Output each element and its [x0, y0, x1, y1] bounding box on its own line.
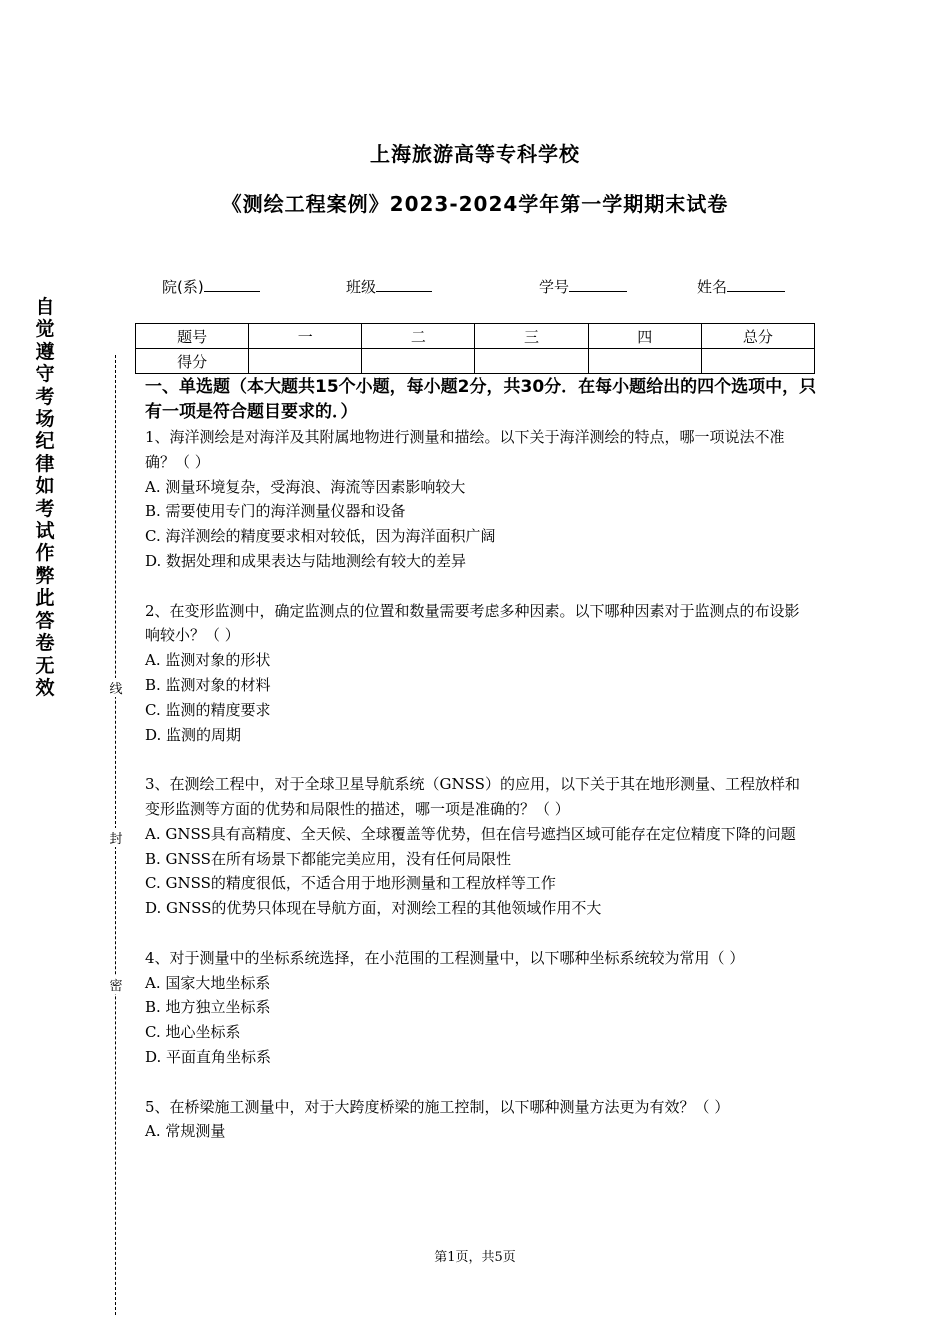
seal-mark-seal: 封 [107, 828, 125, 847]
score-table-header-row [136, 324, 815, 349]
option-d: D. GNSS的优势只体现在导航方面，对测绘工程的其他领域作用不大 [145, 899, 602, 918]
option-a: A. 监测对象的形状 [145, 651, 271, 670]
question-stem: 2、在变形监测中，确定监测点的位置和数量需要考虑多种因素。以下哪种因素对于监测点的布设影响较小？（ ） [145, 601, 800, 645]
option-d: D. 数据处理和成果表达与陆地测绘有较大的差异 [145, 551, 467, 570]
section-heading: 一、单选题（本大题共15个小题，每小题2分，共30分．在每小题给出的四个选项中，只有一项是符合题目要求的．） [145, 377, 817, 422]
option-d: D. 平面直角坐标系 [145, 1047, 272, 1066]
question-stem: 4、对于测量中的坐标系统选择，在小范围的工程测量中，以下哪种坐标系统较为常用（ ） [145, 948, 745, 967]
question-5 [145, 1095, 813, 1145]
score-cell: 二 [362, 324, 475, 349]
student-id-field [539, 276, 627, 297]
score-cell: 一 [249, 324, 362, 349]
name-blank [727, 277, 785, 292]
dept-label: 院(系) [162, 278, 204, 296]
option-b: B. GNSS在所有场景下都能完美应用，没有任何局限性 [145, 849, 511, 868]
option-a: A. 常规测量 [145, 1122, 226, 1141]
score-cell [249, 349, 362, 374]
option-d: D. 监测的周期 [145, 725, 242, 744]
option-a: A. 国家大地坐标系 [145, 973, 271, 992]
class-label: 班级 [346, 278, 377, 296]
option-a: A. GNSS具有高精度、全天候、全球覆盖等优势，但在信号遮挡区域可能存在定位精度下降的问题 [145, 824, 796, 843]
score-cell [588, 349, 701, 374]
score-cell: 四 [588, 324, 701, 349]
question-1 [145, 425, 813, 574]
name-field [697, 276, 785, 297]
page-footer: 第1页，共5页 [434, 1250, 516, 1265]
question-stem: 3、在测绘工程中，对于全球卫星导航系统（GNSS）的应用，以下关于其在地形测量、工程放样和变形监测等方面的优势和局限性的描述，哪一项是准确的？（ ） [145, 775, 800, 818]
side-notice: 自觉遵守考场纪律如考试作弊此答卷无效 [35, 296, 55, 699]
option-c: C. 地心坐标系 [145, 1023, 241, 1042]
option-c: C. 海洋测绘的精度要求相对较低，因为海洋面积广阔 [145, 527, 496, 546]
option-c: C. GNSS的精度很低，不适合用于地形测量和工程放样等工作 [145, 874, 556, 893]
option-b: B. 地方独立坐标系 [145, 998, 271, 1017]
class-field [346, 276, 432, 297]
student-id-label: 学号 [539, 278, 570, 296]
score-cell: 题号 [136, 324, 249, 349]
score-table [135, 323, 815, 374]
dept-blank [204, 277, 260, 292]
question-list [145, 425, 813, 1169]
seal-mark-secret: 密 [107, 975, 125, 994]
exam-title: 《测绘工程案例》2023-2024学年第一学期期末试卷 [221, 192, 729, 216]
question-stem: 5、在桥梁施工测量中，对于大跨度桥梁的施工控制，以下哪种测量方法更为有效？（ ） [145, 1097, 730, 1116]
score-cell [362, 349, 475, 374]
score-cell: 三 [475, 324, 588, 349]
score-cell: 总分 [701, 324, 814, 349]
question-stem: 1、海洋测绘是对海洋及其附属地物进行测量和描绘。以下关于海洋测绘的特点，哪一项说法不准确？（ ） [145, 428, 785, 471]
option-b: B. 监测对象的材料 [145, 675, 271, 694]
option-a: A. 测量环境复杂，受海浪、海流等因素影响较大 [145, 477, 466, 496]
question-2 [145, 599, 813, 748]
question-4 [145, 946, 813, 1070]
score-cell: 得分 [136, 349, 249, 374]
name-label: 姓名 [697, 278, 728, 296]
option-c: C. 监测的精度要求 [145, 700, 271, 719]
seal-mark-line: 线 [107, 678, 125, 697]
school-title: 上海旅游高等专科学校 [370, 142, 580, 166]
score-cell [701, 349, 814, 374]
question-3 [145, 772, 813, 921]
student-id-blank [569, 277, 627, 292]
score-table-score-row [136, 349, 815, 374]
score-cell [475, 349, 588, 374]
option-b: B. 需要使用专门的海洋测量仪器和设备 [145, 502, 406, 521]
class-blank [376, 277, 432, 292]
dept-field [162, 276, 260, 297]
